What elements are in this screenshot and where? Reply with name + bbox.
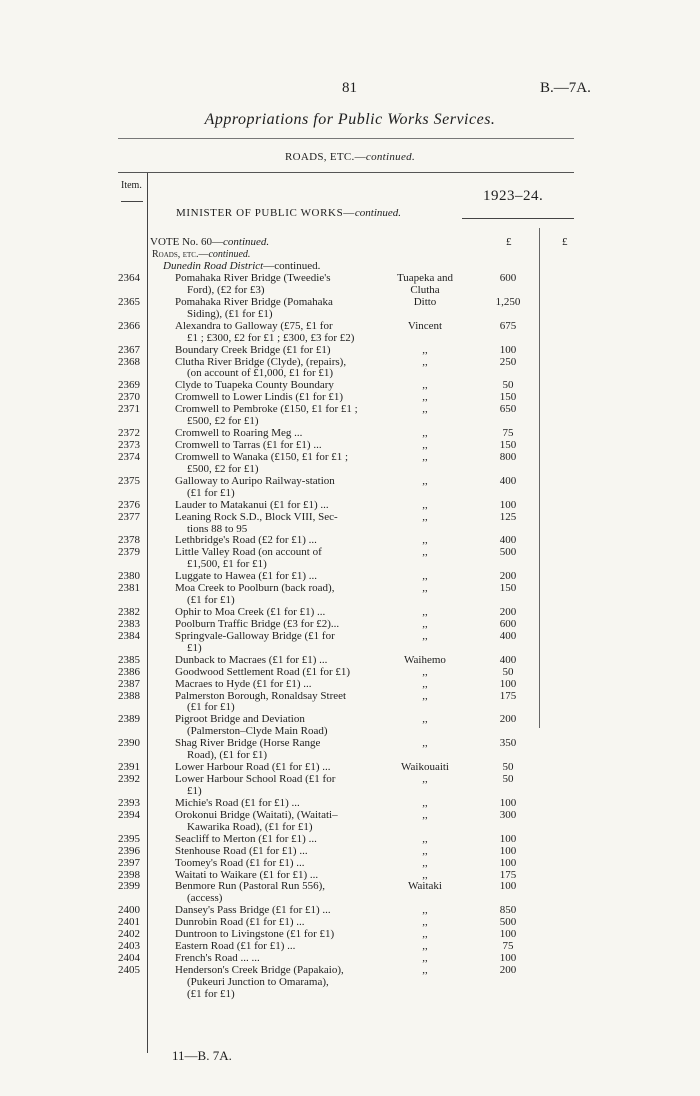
item-description: Michie's Road (£1 for £1) ... <box>175 796 300 809</box>
item-amount: 100 <box>499 952 517 964</box>
item-district: ,, <box>422 844 428 857</box>
page-title: Appropriations for Public Works Services. <box>204 111 496 128</box>
item-amount: 800 <box>499 450 517 463</box>
section-rule <box>118 172 574 173</box>
item-number: 2395 <box>118 832 140 845</box>
item-amount: 100 <box>499 796 517 809</box>
item-amount: 200 <box>499 713 517 726</box>
item-amount: 100 <box>499 928 517 941</box>
item-description: Dansey's Pass Bridge (£1 for £1) ... <box>175 904 331 917</box>
item-district: ,, <box>422 737 428 750</box>
section-heading-cont: continued. <box>365 151 416 163</box>
item-amount: 675 <box>499 319 517 332</box>
item-description: £500, £2 for £1) <box>187 462 259 475</box>
item-description: £1) <box>187 641 202 654</box>
item-district: ,, <box>422 796 428 809</box>
item-amount: 400 <box>499 629 517 642</box>
item-district: ,, <box>422 629 428 642</box>
currency-symbol: £ <box>506 236 512 248</box>
item-district: Tuapeka and <box>396 272 454 284</box>
item-number: 2378 <box>118 534 140 547</box>
item-amount: 175 <box>499 868 517 881</box>
item-district: ,, <box>422 904 428 917</box>
item-description: Lower Harbour School Road (£1 for <box>175 773 336 786</box>
item-district: ,, <box>422 963 428 976</box>
item-district: ,, <box>422 498 428 511</box>
item-number: 2388 <box>118 689 140 702</box>
item-number: 2389 <box>118 713 140 726</box>
item-amount: 75 <box>502 427 514 440</box>
item-description: Little Valley Road (on account of <box>175 546 322 559</box>
section-heading-main: ROADS, ETC.— <box>284 151 366 163</box>
header-rule <box>118 138 574 139</box>
item-amount: 500 <box>499 916 517 929</box>
item-number: 2404 <box>118 952 140 964</box>
item-description: Shag River Bridge (Horse Range <box>175 737 321 750</box>
item-description: Cromwell to Tarras (£1 for £1) ... <box>175 439 322 452</box>
item-description: Cromwell to Pembroke (£150, £1 for £1 ; <box>175 403 358 416</box>
item-amount: 250 <box>499 355 517 368</box>
item-amount: 500 <box>499 546 517 559</box>
item-amount: 400 <box>499 474 517 487</box>
item-description: Ophir to Moa Creek (£1 for £1) ... <box>175 606 326 619</box>
item-description: Kawarika Road), (£1 for £1) <box>187 820 313 833</box>
item-description: Orokonui Bridge (Waitati), (Waitati– <box>175 808 338 821</box>
item-description: £1 ; £300, £2 for £1 ; £300, £3 for £2) <box>187 331 355 344</box>
item-district: ,, <box>422 928 428 941</box>
item-district: ,, <box>422 665 428 678</box>
item-number: 2402 <box>118 928 140 941</box>
item-description: Siding), (£1 for £1) <box>187 307 273 320</box>
item-amount: 125 <box>499 510 517 523</box>
item-column-header: Item. <box>121 180 142 191</box>
item-description: (on account of £1,000, £1 for £1) <box>187 367 334 380</box>
item-district: Vincent <box>407 319 443 332</box>
item-header-rule <box>121 201 143 202</box>
item-description: Luggate to Hawea (£1 for £1) ... <box>175 570 318 583</box>
item-district: ,, <box>422 379 428 392</box>
item-district: ,, <box>422 474 428 487</box>
item-description: Road), (£1 for £1) <box>187 749 268 762</box>
item-amount: 100 <box>499 832 517 845</box>
item-district: ,, <box>422 952 428 964</box>
minister-main: MINISTER OF PUBLIC WORKS— <box>176 207 355 219</box>
item-description: Lethbridge's Road (£2 for £1) ... <box>175 534 317 547</box>
item-amount: 100 <box>499 343 517 356</box>
item-description: (access) <box>187 892 223 905</box>
item-amount: 100 <box>499 677 517 690</box>
item-district: ,, <box>422 343 428 356</box>
item-description: Leaning Rock S.D., Block VIII, Sec- <box>175 510 338 523</box>
item-amount: 150 <box>499 391 517 404</box>
item-amount: 175 <box>499 689 517 702</box>
item-description: Springvale-Galloway Bridge (£1 for <box>175 629 335 642</box>
item-amount: 150 <box>499 582 517 595</box>
item-description: £1) <box>187 784 202 797</box>
item-amount: 50 <box>502 379 514 392</box>
item-amount: 650 <box>499 403 517 416</box>
item-amount: 50 <box>502 761 514 774</box>
item-district: ,, <box>422 439 428 452</box>
item-amount: 200 <box>499 570 517 583</box>
item-description: Waitati to Waikare (£1 for £1) ... <box>175 868 319 881</box>
item-number: 2376 <box>118 498 140 511</box>
roads-main: Roads, etc.— <box>152 249 209 260</box>
roads-heading <box>152 249 250 260</box>
amount-column-divider <box>539 228 540 728</box>
item-description: Dunback to Macraes (£1 for £1) ... <box>175 653 328 666</box>
item-description: Henderson's Creek Bridge (Papakaio), <box>175 963 344 976</box>
item-number: 2392 <box>118 773 140 786</box>
item-number: 2370 <box>118 391 140 404</box>
vote-main: VOTE No. 60— <box>150 236 224 248</box>
item-description: Cromwell to Lower Lindis (£1 for £1) <box>175 391 344 404</box>
item-description: Seacliff to Merton (£1 for £1) ... <box>175 832 317 845</box>
item-amount: 200 <box>499 606 517 619</box>
item-description: Clutha River Bridge (Clyde), (repairs), <box>175 355 347 368</box>
item-district: ,, <box>422 916 428 929</box>
item-number: 2380 <box>118 570 140 583</box>
roads-cont: continued. <box>208 249 251 260</box>
item-district: ,, <box>422 355 428 368</box>
district-name: Dunedin Road District <box>163 260 264 272</box>
item-number: 2400 <box>118 904 140 917</box>
section-heading <box>0 151 700 163</box>
item-number: 2393 <box>118 796 140 809</box>
item-number: 2369 <box>118 379 140 392</box>
item-description: Stenhouse Road (£1 for £1) ... <box>175 844 308 857</box>
item-description: Pomahaka River Bridge (Tweedie's <box>175 272 331 284</box>
item-description: Cromwell to Roaring Meg ... <box>175 427 303 440</box>
item-district: ,, <box>422 427 428 440</box>
item-district: ,, <box>422 510 428 523</box>
item-description: (£1 for £1) <box>187 987 235 1000</box>
item-district: ,, <box>422 534 428 547</box>
item-amount: 100 <box>499 844 517 857</box>
item-amount: 300 <box>499 808 517 821</box>
item-number: 2371 <box>118 403 140 416</box>
item-number: 2374 <box>118 450 140 463</box>
item-number: 2373 <box>118 439 140 452</box>
item-number: 2379 <box>118 546 140 559</box>
item-number: 2384 <box>118 629 140 642</box>
item-number: 2401 <box>118 916 140 929</box>
minister-heading <box>176 207 401 219</box>
item-description: (£1 for £1) <box>187 701 235 714</box>
page-reference: B.—7A. <box>540 80 591 96</box>
item-amount: 1,250 <box>495 295 521 308</box>
district-cont: —continued. <box>263 260 321 272</box>
item-district: ,, <box>422 570 428 583</box>
item-number: 2394 <box>118 808 140 821</box>
item-amount: 50 <box>502 773 514 786</box>
item-description: Clyde to Tuapeka County Boundary <box>175 379 334 392</box>
item-description: Lower Harbour Road (£1 for £1) ... <box>175 761 331 774</box>
item-description: (Palmerston–Clyde Main Road) <box>187 725 328 738</box>
item-description: Eastern Road (£1 for £1) ... <box>175 940 296 953</box>
item-number: 2383 <box>118 617 140 630</box>
item-number: 2365 <box>118 295 140 308</box>
item-district: Ditto <box>413 295 437 308</box>
item-district: ,, <box>422 582 428 595</box>
page-number: 81 <box>342 80 357 96</box>
item-number: 2375 <box>118 474 140 487</box>
item-amount: 200 <box>499 963 517 976</box>
item-amount: 350 <box>499 737 517 750</box>
year-header-rule <box>462 218 574 219</box>
item-description: Moa Creek to Poolburn (back road), <box>175 582 335 595</box>
item-district: ,, <box>422 773 428 786</box>
item-description: French's Road ... ... <box>175 952 260 964</box>
item-amount: 100 <box>499 498 517 511</box>
item-district: ,, <box>422 940 428 953</box>
item-description: Palmerston Borough, Ronaldsay Street <box>175 689 347 702</box>
item-number: 2399 <box>118 880 140 893</box>
item-number: 2405 <box>118 963 140 976</box>
item-district: ,, <box>422 868 428 881</box>
item-amount: 75 <box>502 940 514 953</box>
item-number: 2364 <box>118 272 140 284</box>
item-district: ,, <box>422 832 428 845</box>
item-district: ,, <box>422 606 428 619</box>
item-description: Benmore Run (Pastoral Run 556), <box>175 880 326 893</box>
item-district: ,, <box>422 689 428 702</box>
item-number: 2397 <box>118 856 140 869</box>
item-number: 2398 <box>118 868 140 881</box>
item-description: £500, £2 for £1) <box>187 415 259 428</box>
item-district: Waihemo <box>404 653 446 666</box>
item-amount: 400 <box>499 534 517 547</box>
item-district: ,, <box>422 403 428 416</box>
item-district: ,, <box>422 856 428 869</box>
item-district: ,, <box>422 617 428 630</box>
item-description: Boundary Creek Bridge (£1 for £1) <box>175 343 331 356</box>
item-number: 2367 <box>118 343 140 356</box>
item-number: 2390 <box>118 737 140 750</box>
district-heading <box>163 260 320 272</box>
item-description: (£1 for £1) <box>187 486 235 499</box>
item-amount: 150 <box>499 439 517 452</box>
item-amount: 100 <box>499 856 517 869</box>
currency-symbol: £ <box>562 236 568 248</box>
vote-cont: continued. <box>223 236 270 248</box>
item-number: 2391 <box>118 761 140 774</box>
item-number: 2372 <box>118 427 140 440</box>
item-description: £1,500, £1 for £1) <box>187 558 267 571</box>
item-district: ,, <box>422 677 428 690</box>
item-description: (Pukeuri Junction to Omarama), <box>187 975 329 988</box>
item-number: 2382 <box>118 606 140 619</box>
footer-signature: 11—B. 7A. <box>172 1048 232 1063</box>
item-amount: 100 <box>499 880 517 893</box>
item-number: 2396 <box>118 844 140 857</box>
item-description: Duntroon to Livingstone (£1 for £1) <box>175 928 335 941</box>
item-district: Waikouaiti <box>401 761 449 774</box>
minister-cont: continued. <box>354 207 402 219</box>
item-description: Macraes to Hyde (£1 for £1) ... <box>175 677 312 690</box>
vote-heading <box>150 236 269 248</box>
item-district: ,, <box>422 391 428 404</box>
item-number: 2366 <box>118 319 140 332</box>
item-amount: 400 <box>499 653 517 666</box>
item-amount: 600 <box>499 617 517 630</box>
item-description: Toomey's Road (£1 for £1) ... <box>175 856 305 869</box>
item-amount: 600 <box>499 272 517 284</box>
item-description: Goodwood Settlement Road (£1 for £1) <box>175 665 351 678</box>
item-description: Cromwell to Wanaka (£150, £1 for £1 ; <box>175 450 349 463</box>
item-description: tions 88 to 95 <box>187 522 248 535</box>
item-number: 2387 <box>118 677 140 690</box>
item-description: Pigroot Bridge and Deviation <box>175 713 305 726</box>
item-district: ,, <box>422 450 428 463</box>
item-description: Lauder to Matakanui (£1 for £1) ... <box>175 498 329 511</box>
item-district: ,, <box>422 546 428 559</box>
item-number: 2377 <box>118 510 140 523</box>
item-district: ,, <box>422 713 428 726</box>
year-column-header: 1923–24. <box>483 188 544 204</box>
item-district: ,, <box>422 808 428 821</box>
item-number: 2368 <box>118 355 140 368</box>
item-number: 2386 <box>118 665 140 678</box>
item-description: Alexandra to Galloway (£75, £1 for <box>175 319 333 332</box>
item-description: Galloway to Auripo Railway-station <box>175 474 335 487</box>
item-description: Ford), (£2 for £3) <box>187 283 265 296</box>
item-number: 2385 <box>118 653 140 666</box>
item-description: Poolburn Traffic Bridge (£3 for £2)... <box>175 617 340 630</box>
item-description: (£1 for £1) <box>187 594 235 607</box>
item-district: Clutha <box>410 283 440 296</box>
item-district: Waitaki <box>408 880 442 893</box>
item-number: 2381 <box>118 582 140 595</box>
item-amount: 50 <box>502 665 514 678</box>
item-description: Pomahaka River Bridge (Pomahaka <box>175 295 333 308</box>
item-amount: 850 <box>499 904 517 917</box>
item-description: Dunrobin Road (£1 for £1) ... <box>175 916 305 929</box>
item-number: 2403 <box>118 940 140 953</box>
